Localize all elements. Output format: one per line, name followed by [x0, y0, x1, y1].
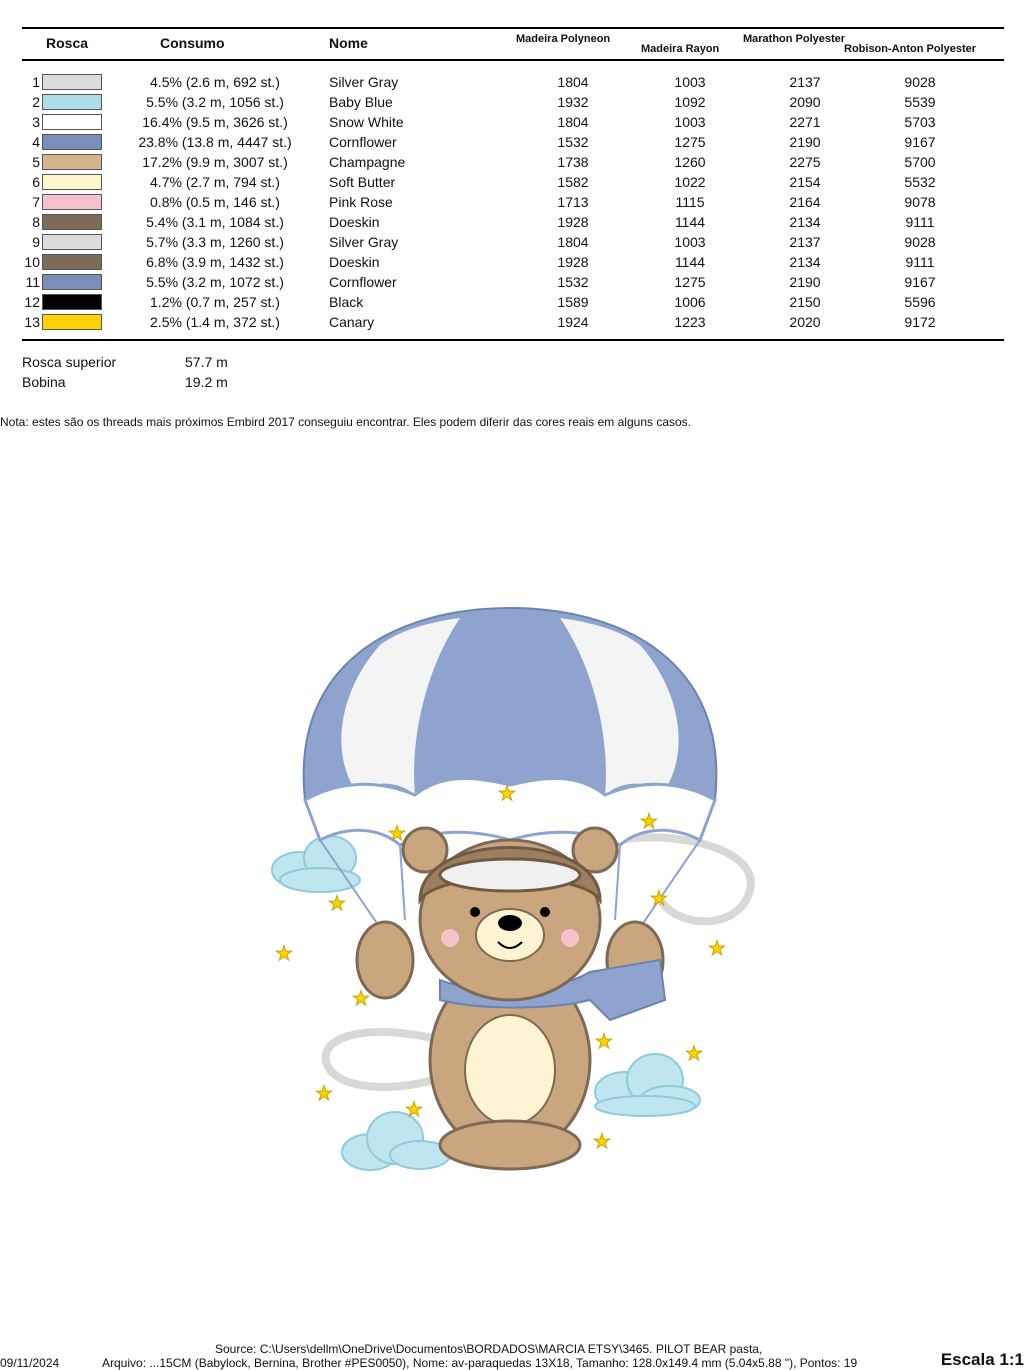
marathon-polyester-cell: 2190: [789, 274, 821, 290]
thread-number: 3: [32, 114, 40, 130]
svg-text:★: ★: [685, 1041, 703, 1065]
thread-name-cell: Cornflower: [329, 274, 397, 290]
madeira-polyneon-cell: 1924: [557, 314, 589, 330]
rosca-superior-value: 57.7 m: [185, 354, 228, 370]
color-swatch: [42, 234, 102, 250]
color-swatch: [42, 294, 102, 310]
pilot-bear-illustration: [260, 600, 760, 1180]
header-consumo: Consumo: [160, 35, 225, 51]
table-top-rule: [22, 27, 1004, 29]
pilot-goggles: [440, 859, 580, 891]
marathon-polyester-cell: 2020: [789, 314, 821, 330]
color-swatch: [42, 274, 102, 290]
marathon-polyester-cell: 2275: [789, 154, 821, 170]
thread-name-cell: Canary: [329, 314, 375, 330]
bear-nose: [498, 915, 522, 931]
table-row: [0, 152, 1024, 172]
thread-name-cell: Champagne: [329, 154, 406, 170]
madeira-polyneon-cell: 1713: [557, 194, 589, 210]
consumption-cell: 16.4% (9.5 m, 3626 st.): [142, 114, 288, 130]
thread-number: 1: [32, 74, 40, 90]
thread-number: 5: [32, 154, 40, 170]
marathon-polyester-cell: 2137: [789, 234, 821, 250]
svg-text:★: ★: [593, 1129, 611, 1153]
madeira-polyneon-cell: 1804: [557, 74, 589, 90]
footer-source: Source: C:\Users\dellm\OneDrive\Documentos\BORDADOS\MARCIA ETSY\3465. PILOT BEAR pasta,: [215, 1342, 763, 1356]
bear-eye-right: [540, 907, 550, 917]
thread-name-cell: Doeskin: [329, 254, 380, 270]
madeira-rayon-cell: 1144: [674, 254, 706, 270]
consumption-cell: 5.5% (3.2 m, 1056 st.): [146, 94, 284, 110]
thread-name-cell: Cornflower: [329, 134, 397, 150]
madeira-polyneon-cell: 1589: [557, 294, 589, 310]
thread-number: 13: [24, 314, 40, 330]
robison-anton-cell: 5539: [904, 94, 936, 110]
consumption-cell: 6.8% (3.9 m, 1432 st.): [146, 254, 284, 270]
thread-name-cell: Soft Butter: [329, 174, 396, 190]
thread-name-cell: Snow White: [329, 114, 404, 130]
svg-text:★: ★: [708, 936, 726, 960]
header-bottom-rule: [22, 59, 1004, 61]
marathon-polyester-cell: 2134: [789, 254, 821, 270]
color-swatch: [42, 74, 102, 90]
robison-anton-cell: 9028: [904, 74, 936, 90]
table-row: [0, 212, 1024, 232]
robison-anton-cell: 9111: [905, 214, 935, 230]
marathon-polyester-cell: 2150: [789, 294, 821, 310]
color-swatch: [42, 214, 102, 230]
madeira-polyneon-cell: 1582: [557, 174, 589, 190]
madeira-rayon-cell: 1006: [674, 294, 706, 310]
svg-text:★: ★: [595, 1029, 613, 1053]
robison-anton-cell: 5532: [904, 174, 936, 190]
thread-name-cell: Silver Gray: [329, 74, 399, 90]
madeira-polyneon-cell: 1532: [557, 134, 589, 150]
table-row: [0, 232, 1024, 252]
robison-anton-cell: 9111: [905, 254, 935, 270]
marathon-polyester-cell: 2090: [789, 94, 821, 110]
madeira-rayon-cell: 1275: [674, 274, 706, 290]
footer-scale: Escala 1:1: [940, 1350, 1024, 1369]
color-swatch: [42, 174, 102, 190]
consumption-cell: 0.8% (0.5 m, 146 st.): [150, 194, 280, 210]
thread-name-cell: Silver Gray: [329, 234, 399, 250]
robison-anton-cell: 9028: [904, 234, 936, 250]
bear-belly: [465, 1015, 555, 1125]
robison-anton-cell: 9167: [904, 134, 936, 150]
thread-name-cell: Black: [329, 294, 364, 310]
marathon-polyester-cell: 2137: [789, 74, 821, 90]
table-row: [0, 312, 1024, 332]
madeira-rayon-cell: 1092: [674, 94, 706, 110]
thread-number: 7: [32, 194, 40, 210]
madeira-polyneon-cell: 1932: [557, 94, 589, 110]
thread-number: 4: [32, 134, 40, 150]
madeira-rayon-cell: 1275: [674, 134, 706, 150]
table-row: [0, 112, 1024, 132]
madeira-polyneon-cell: 1532: [557, 274, 589, 290]
consumption-cell: 5.4% (3.1 m, 1084 st.): [146, 214, 284, 230]
thread-number: 9: [32, 234, 40, 250]
header-rosca: Rosca: [46, 35, 89, 51]
madeira-polyneon-cell: 1928: [557, 254, 589, 270]
color-swatch: [42, 314, 102, 330]
consumption-cell: 5.5% (3.2 m, 1072 st.): [146, 274, 284, 290]
madeira-rayon-cell: 1003: [674, 114, 706, 130]
robison-anton-cell: 9078: [904, 194, 936, 210]
thread-name-cell: Doeskin: [329, 214, 380, 230]
svg-text:★: ★: [405, 1097, 423, 1121]
robison-anton-cell: 9172: [904, 314, 936, 330]
robison-anton-cell: 5596: [904, 294, 936, 310]
thread-name-cell: Baby Blue: [329, 94, 393, 110]
color-swatch: [42, 254, 102, 270]
cloud-bottom: [342, 1112, 450, 1170]
svg-text:★: ★: [328, 891, 346, 915]
consumption-cell: 5.7% (3.3 m, 1260 st.): [146, 234, 284, 250]
madeira-rayon-cell: 1022: [674, 174, 706, 190]
color-swatch: [42, 154, 102, 170]
consumption-cell: 23.8% (13.8 m, 4447 st.): [138, 134, 292, 150]
bear-cheek-right: [561, 929, 579, 947]
robison-anton-cell: 5703: [904, 114, 936, 130]
color-swatch: [42, 114, 102, 130]
cloud-left: [272, 836, 360, 892]
robison-anton-cell: 9167: [904, 274, 936, 290]
bobina-label: Bobina: [22, 374, 66, 390]
thread-name-cell: Pink Rose: [329, 194, 393, 210]
bear-cheek-left: [441, 929, 459, 947]
footer-arquivo: Arquivo: ...15CM (Babylock, Bernina, Brother #PES0050), Nome: av-paraquedas 13X18, Tamanho: 128.0x149.4 mm (5.04x5.88 "), Pontos: 19: [102, 1356, 858, 1370]
madeira-polyneon-cell: 1804: [557, 234, 589, 250]
thread-number: 10: [24, 254, 40, 270]
svg-text:★: ★: [352, 986, 370, 1010]
thread-number: 2: [32, 94, 40, 110]
header-nome: Nome: [329, 35, 368, 51]
madeira-polyneon-cell: 1738: [557, 154, 589, 170]
table-row: [0, 132, 1024, 152]
color-swatch: [42, 134, 102, 150]
svg-text:★: ★: [650, 886, 668, 910]
svg-text:★: ★: [315, 1081, 333, 1105]
bobina-value: 19.2 m: [185, 374, 228, 390]
marathon-polyester-cell: 2164: [789, 194, 821, 210]
thread-note: Nota: estes são os threads mais próximos Embird 2017 conseguiu encontrar. Eles podem diferir das cores reais em alguns casos.: [0, 415, 692, 429]
footer-date: 09/11/2024: [0, 1356, 60, 1370]
madeira-rayon-cell: 1003: [674, 74, 706, 90]
madeira-rayon-cell: 1115: [675, 194, 705, 210]
madeira-polyneon-cell: 1928: [557, 214, 589, 230]
consumption-cell: 1.2% (0.7 m, 257 st.): [150, 294, 280, 310]
madeira-rayon-cell: 1003: [674, 234, 706, 250]
madeira-rayon-cell: 1144: [674, 214, 706, 230]
color-swatch: [42, 194, 102, 210]
consumption-cell: 17.2% (9.9 m, 3007 st.): [142, 154, 288, 170]
header-madeira-rayon: Madeira Rayon: [641, 43, 720, 55]
rosca-superior-label: Rosca superior: [22, 354, 117, 370]
thread-number: 6: [32, 174, 40, 190]
madeira-polyneon-cell: 1804: [557, 114, 589, 130]
consumption-cell: 4.7% (2.7 m, 794 st.): [150, 174, 280, 190]
table-row: [0, 272, 1024, 292]
robison-anton-cell: 5700: [904, 154, 936, 170]
marathon-polyester-cell: 2154: [789, 174, 821, 190]
madeira-rayon-cell: 1260: [674, 154, 706, 170]
thread-number: 8: [32, 214, 40, 230]
madeira-rayon-cell: 1223: [674, 314, 706, 330]
header-madeira-polyneon: Madeira Polyneon: [516, 33, 611, 45]
bear-foot: [440, 1121, 580, 1169]
table-row: [0, 172, 1024, 192]
marathon-polyester-cell: 2134: [789, 214, 821, 230]
table-row: [0, 192, 1024, 212]
thread-number: 11: [25, 274, 40, 290]
table-row: [0, 292, 1024, 312]
table-row: [0, 72, 1024, 92]
svg-text:★: ★: [388, 821, 406, 845]
svg-text:★: ★: [498, 781, 516, 805]
bear-eye-left: [470, 907, 480, 917]
wind-swirl-right: [620, 837, 751, 921]
header-marathon-polyester: Marathon Polyester: [743, 33, 846, 45]
color-swatch: [42, 94, 102, 110]
consumption-cell: 2.5% (1.4 m, 372 st.): [150, 314, 280, 330]
marathon-polyester-cell: 2271: [789, 114, 821, 130]
table-bottom-rule: [22, 339, 1004, 341]
table-row: [0, 252, 1024, 272]
thread-number: 12: [24, 294, 40, 310]
marathon-polyester-cell: 2190: [789, 134, 821, 150]
svg-text:★: ★: [640, 809, 658, 833]
table-row: [0, 92, 1024, 112]
consumption-cell: 4.5% (2.6 m, 692 st.): [150, 74, 280, 90]
svg-text:★: ★: [275, 941, 293, 965]
header-robison-anton: Robison-Anton Polyester: [844, 43, 977, 55]
